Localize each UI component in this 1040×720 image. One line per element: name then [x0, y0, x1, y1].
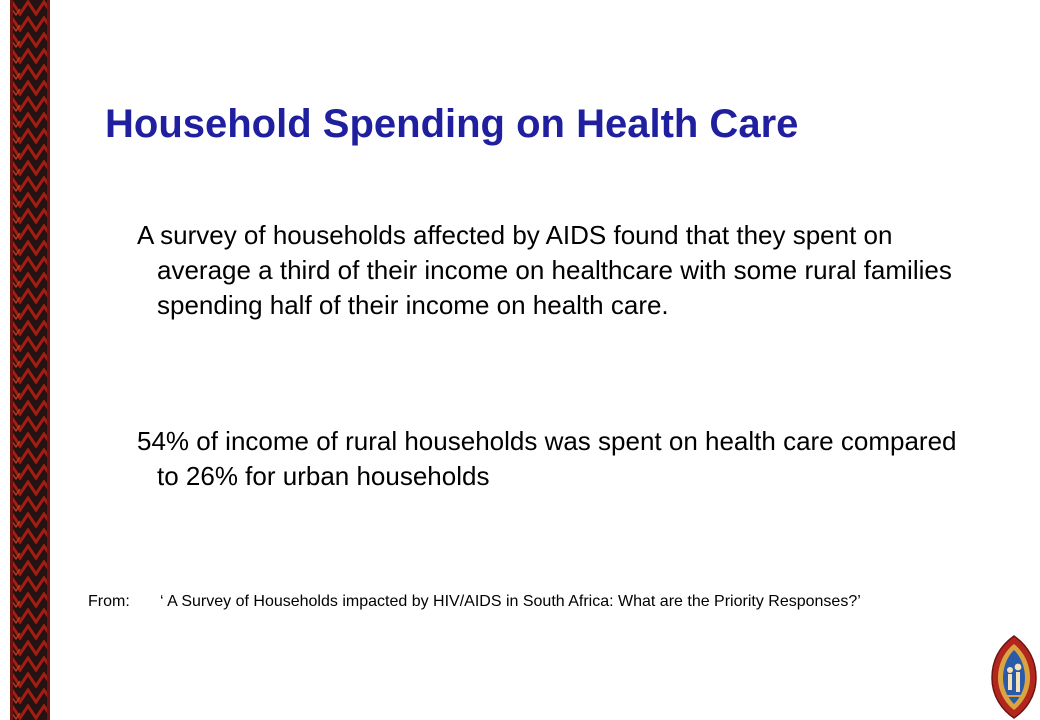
- shield-emblem-icon: [988, 634, 1040, 720]
- citation-prefix: From:: [88, 593, 130, 610]
- slide-title: Household Spending on Health Care: [105, 102, 799, 146]
- zigzag-border: [10, 0, 50, 720]
- body-paragraph-statistics: 54% of income of rural households was spent on health care compared to 26% for urban households: [137, 426, 957, 491]
- source-citation: [88, 592, 918, 613]
- body-paragraph-survey: A survey of households affected by AIDS found that they spent on average a third of their income on healthcare with some rural families spending half of their income on health care.: [137, 220, 952, 320]
- citation-text: ‘ A Survey of Households impacted by HIV/AIDS in South Africa: What are the Priority Responses?’: [160, 593, 861, 610]
